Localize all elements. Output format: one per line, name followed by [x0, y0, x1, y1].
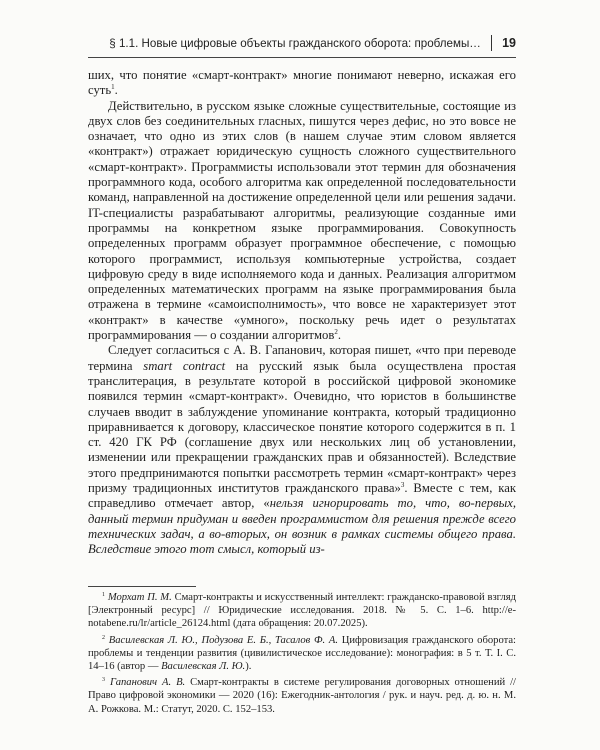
footnote-ref-3: 3: [400, 481, 405, 490]
footnotes: [88, 591, 516, 719]
footnote-author: Василевская Л. Ю., Подузова Е. Б., Тасалов Ф. А.: [108, 634, 338, 646]
footnote-2: $^2$ Василевская Л. Ю., Подузова Е. Б., Тасалов Ф. А. Цифровизация гражданского оборота: проблемы и тенденции развития (цивилистическое исследование): монография: в 5 т. Т. I. С. 14–16 (автор — Василевская Л. Ю.).: [88, 634, 517, 673]
footnote-3: $^3$ Гапанович А. В. Смарт-контракты в системе регулирования договорных отношений // Право цифровой экономики — 2020 (16): Ежегодник-антология / рук. и науч. ред. д. ю. н. М. А. Рожкова. М.: Статут, 2020. С. 152–153.: [88, 677, 516, 715]
footnote-ref-1: 1: [111, 83, 115, 92]
footnote-author: Василевская Л. Ю.: [161, 661, 246, 673]
header-rule: [88, 57, 516, 58]
header-separator: [491, 35, 492, 51]
footnote-author: Морхат П. М.: [107, 592, 172, 603]
paragraph-2: Действительно, в русском языке сложные существительные, состоящие из двух слов без соединительных гласных, пишутся через дефис, но это вовсе не означает, что одно из этих слов (в нашем случае этим словом является «контракт») отражает юридическую сущность сложного существительного «смарт-контракт». Программисты использовали этот термин для обозначения программного кода, особого алгоритма как определенной последовательности команд, направленной на достижение определенной цели или решения задачи. IT-специалисты разрабатывают алгоритмы, реализующие созданные ими программы на конкретном языке программирования. Совокупность определенных программ образует программное обеспечение, с помощью которого программист, используя компьютерные устройства, создает цифровую среду в виде исполняемого кода и данных. Реализация алгоритмом определенных математических программ на языке программирования была отражена в термине «самоисполнимость», что вовсе не характеризует этот «контракт» в качестве «умного», поскольку речь идет о результатах программирования — о создании алгоритмов$^2$.: [88, 98, 516, 343]
page-number: 19: [502, 36, 516, 50]
paragraph-1: ших, что понятие «смарт-контракт» многие понимают неверно, искажая его суть$^1$.: [88, 68, 516, 98]
main-text: [88, 68, 516, 558]
footnote-rule: [88, 586, 196, 587]
footnote-1: $^1$ Морхат П. М. Смарт-контракты и искусственный интеллект: гражданско-правовой взгляд [Электронный ресурс] // Юридические исследования. 2018. № 5. С. 1–6. http://e-notabene.ru/lr/article_26124.html (дата обращения: 20.07.2025).: [88, 592, 516, 630]
footnote-ref-2: 2: [334, 328, 338, 337]
paragraph-3: Следует согласиться с А. В. Гапанович, которая пишет, «что при переводе термина smart contract на русский язык была осуществлена простая транслитерация, в результате которой в российской цифровой экономике появился термин «смарт-контракт». Очевидно, что юристов в большинстве случаев вводит в заблуждение упоминание контракта, который традиционно приравнивается к договору, классическое понятие которого содержится в п. 1 ст. 420 ГК РФ (соглашение двух или нескольких лиц об установлении, изменении или прекращении гражданских прав и обязанностей). Вследствие этого предпринимаются попытки рассмотреть термин «смарт-контракт» через призму традиционных институтов гражданского права»$^3$. Вместе с тем, как справедливо отмечает автор, «нельзя игнорировать то, что, во-первых, данный термин придуман и введен программистом для решения прежде всего технических задач, а во-вторых, он возник в рамках системы общего права. Вследствие этого тот смысл, который из-: [88, 343, 516, 557]
italic-quote: нельзя игнорировать то, что, во-первых, данный термин придуман и введен программистом для решения прежде всего технических задач, а во-вторых, он возник в рамках системы общего права. Вследствие этого тот смысл, который из-: [88, 496, 516, 557]
footnote-author: Гапанович А. В.: [109, 677, 186, 689]
term-smart-contract: smart contract: [143, 358, 226, 373]
running-title: § 1.1. Новые цифровые объекты гражданского оборота: проблемы…: [109, 36, 481, 50]
running-header: [88, 32, 516, 54]
